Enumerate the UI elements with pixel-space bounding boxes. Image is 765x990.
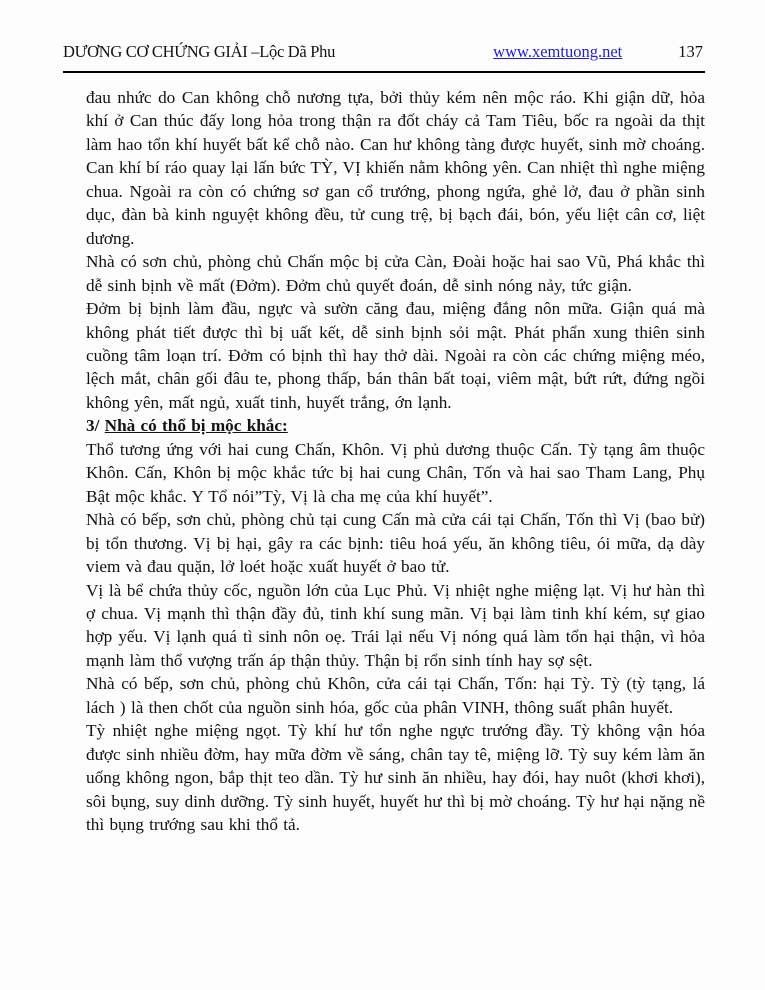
page-header <box>63 42 705 62</box>
section-heading-3 <box>86 414 705 437</box>
page-number: 137 <box>678 42 703 61</box>
section-title: Nhà có thổ bị mộc khắc: <box>104 416 288 436</box>
paragraph-nha-co-bep-khon: Nhà có bếp, sơn chủ, phòng chủ Khôn, cửa cái tại Chấn, Tốn: hại Tỳ. Tỳ (tỳ tạng, lá lách ) là then chốt của nguồn sinh hóa, gốc của phân VINH, thông suất phân huyết. <box>86 674 705 717</box>
paragraph-tho-tuong-ung: Thổ tương ứng với hai cung Chấn, Khôn. Vị phủ dương thuộc Cấn. Tỳ tạng âm thuộc Khôn. Cấn, Khôn bị mộc khắc tức bị hai cung Chân, Tốn và hai sao Tham Lang, Phụ Bật mộc khắc. Y Tổ nói”Tỳ, Vị là cha mẹ của khí huyết”. <box>86 439 705 506</box>
section-number: 3/ <box>86 416 105 436</box>
paragraph-nha-co-bep-can: Nhà có bếp, sơn chủ, phòng chủ tại cung Cấn mà cửa cái tại Chấn, Tốn thì Vị (bao bử) bị tổn thương. Vị bị hại, gây ra các bịnh: tiêu hoá yếu, ăn không tiêu, ói mữa, dạ dày viem và đau quặn, lở loét hoặc xuất huyết ở bao tử. <box>86 510 705 577</box>
paragraph-vi-be-chua: Vị là bể chứa thủy cốc, nguồn lớn của Lục Phủ. Vị nhiệt nghe miệng lạt. Vị hư hàn thì ợ chua. Vị mạnh thì thận đầy đủ, tinh khí sung mãn. Vị bại làm tinh khí kém, sự giao hợp yếu. Vị lạnh quá tì sinh nôn oẹ. Trái lại nếu Vị nóng quá làm tổn hại thận, vì hỏa mạnh làm thổ vượng trấn áp thận thủy. Thận bị rổn sinh tính hay sợ sệt. <box>86 580 705 670</box>
paragraph-can-symptoms: đau nhức do Can không chỗ nương tựa, bởi thủy kém nên mộc ráo. Khi giận dữ, hỏa khí ở Can thúc đấy long hỏa trong thận ra đốt cháy cả Tam Tiêu, bốc ra ngoài da thịt làm hao tổn khí huyết bất kể chỗ nào. Can hư không tàng được huyết, sinh mờ choáng. Can khí bí ráo quay lại lấn bức TỲ, VỊ khiến nằm không yên. Can nhiệt thì nghe miệng chua. Ngoài ra còn có chứng sơ gan cổ trướng, phong ngứa, ghẻ lở, đau ở phần sinh dục, đàn bà kinh nguyệt không đều, tử cung trệ, bị bạch đái, bón, yếu liệt cân cơ, liệt dương. <box>86 88 705 248</box>
paragraph-chan-moc: Nhà có sơn chủ, phòng chủ Chấn mộc bị cửa Càn, Đoài hoặc hai sao Vũ, Phá khắc thì dễ sinh bịnh về mất (Đởm). Đởm chủ quyết đoán, dễ sinh nóng nảy, tức giận. <box>86 252 705 295</box>
website-link[interactable]: www.xemtuong.net <box>493 42 623 61</box>
paragraph-ty-nhiet: Tỳ nhiệt nghe miệng ngọt. Tỳ khí hư tổn nghe ngực trướng đầy. Tỳ không vận hóa được sinh nhiều đờm, hay mữa đờm về sáng, chân tay tê, miệng lỡ. Tỳ suy kém làm ăn uống không ngon, bắp thịt teo dần. Tỳ hư sinh ăn nhiều, hay đói, hay nuôt (khơi khơi), sôi bụng, suy dinh dưỡng. Tỳ sinh huyết, huyết hư thì bị mờ choáng. Tỳ hư hại nặng nề thì bụng trướng sau khi thổ tả. <box>86 721 705 835</box>
header-divider <box>63 71 705 73</box>
document-body <box>63 86 705 837</box>
book-title: DƯƠNG CƠ CHỨNG GIẢI –Lộc Dã Phu <box>63 42 336 61</box>
paragraph-dom-binh: Đởm bị bịnh làm đầu, ngực và sườn căng đau, miệng đắng nôn mữa. Giận quá mà không phát tiết được thì bị uất kết, dễ sinh bịnh sỏi mật. Phát phẩn xung thiên sinh cuồng tâm loạn trí. Đởm có bịnh thì hay thở dài. Ngoài ra còn các chứng miệng méo, lệch mắt, chân gối đâu te, phong thấp, bán thân bất toại, viêm mật, bứt rứt, đứng ngồi không yên, mất ngủ, xuất tinh, huyết trắng, ớn lạnh. <box>86 299 705 412</box>
